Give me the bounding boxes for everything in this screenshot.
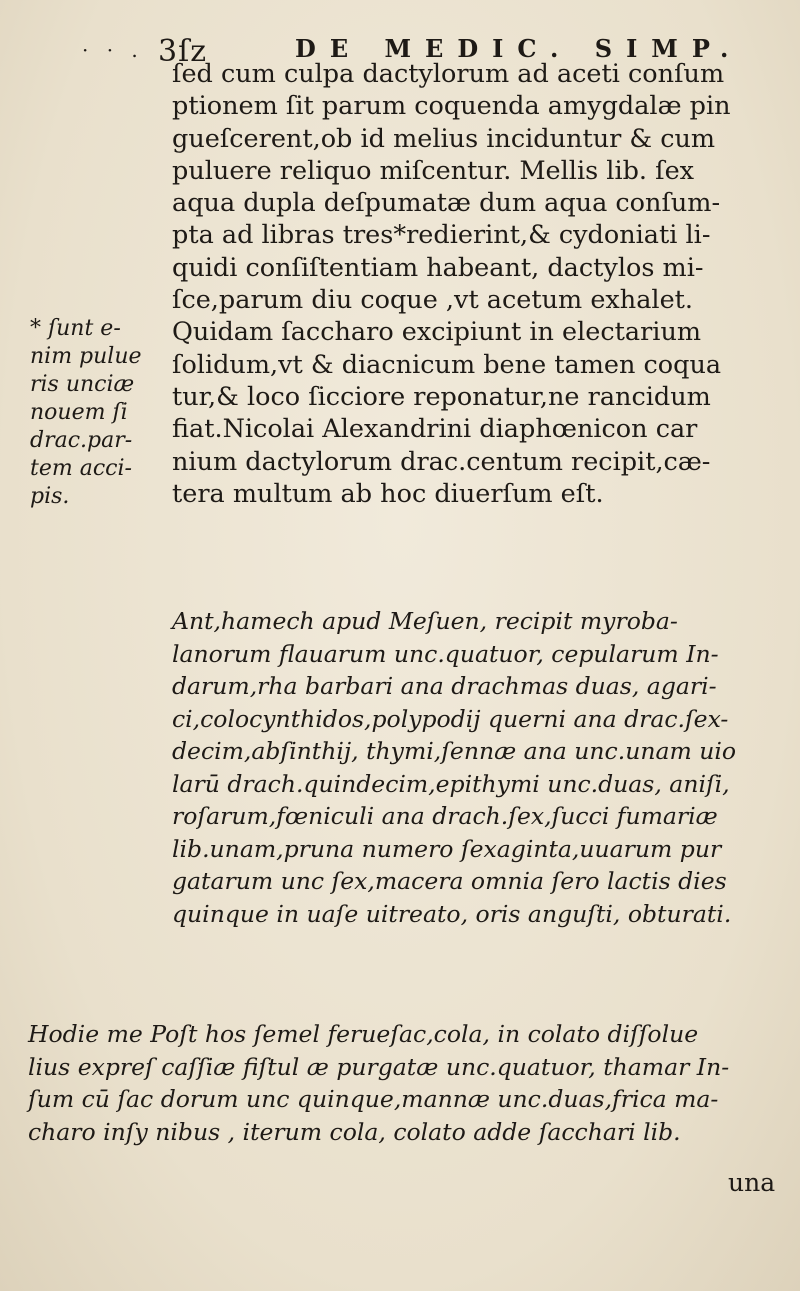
margin-note-line: drac.par- [30,428,133,453]
text-line: ſum cū ſac dorum unc quinque,mannæ unc.duas,frica ma- [28,1085,719,1113]
text-line: fiat.Nicolai Alexandrini diaphœnicon car [172,414,698,445]
text-line: larū drach.quindecim,epithymi unc.duas, aniſi, [172,769,730,798]
margin-note-line: nouem ſi [30,400,128,425]
text-line: ſed cum culpa dactylorum ad aceti conſum [172,59,725,89]
margin-note-line: ris unciæ [30,372,135,397]
body-text-roman [172,58,792,510]
text-line: charo inſy nibus , iterum cola, colato adde ſacchari lib. [28,1117,681,1146]
text-line: darum,rha barbari ana drachmas duas, agari- [172,672,717,700]
text-line: tera multum ab hoc diuerſum eſt. [172,478,604,509]
text-line: quidi conſiſtentiam habeant, dactylos mi- [172,252,704,283]
text-line: pta ad libras tres*redierint,& cydoniati li- [172,220,711,251]
text-line: ptionem ſit parum coquenda amygdalæ pin [172,91,731,122]
text-line: tur,& loco ſicciore reponatur,ne rancidum [172,381,711,412]
text-line: Quidam ſaccharo excipiunt in electarium [172,317,702,348]
text-line: ſolidum,vt & diacnicum bene tamen coqua [172,349,722,380]
text-line: lib.unam,pruna numero ſexaginta,uuarum pur [172,834,722,863]
text-line: puluere reliquo miſcentur. Mellis lib. ſex [172,155,695,186]
page-number: 3ſz [158,34,207,69]
header-dots: · · . [82,38,144,62]
text-line: Hodie me Poſt hos ſemel ferueſac,cola, in colato diſſolue [28,1020,699,1048]
catchword: una [728,1168,776,1197]
margin-note-line: pis. [30,484,70,509]
text-line: lius expreſ caſſiæ fiſtul æ purgatæ unc.quatuor, thamar In- [28,1052,730,1081]
running-title: DE MEDIC. SIMP. [295,34,743,63]
margin-note-line: * ſunt e- [30,316,121,341]
text-line: ſce,parum diu coque ,vt acetum exhalet. [172,285,694,316]
text-line: gueſcerent,ob id melius inciduntur & cum [172,123,716,154]
margin-note [30,315,170,511]
text-line: decim,abſinthij, thymi,ſennæ ana unc.unam uio [172,737,737,765]
text-line: nium dactylorum drac.centum recipit,cæ- [172,446,711,477]
body-text-italic-full-width [28,1018,788,1148]
text-line: Ant,hamech apud Meſuen, recipit myroba- [172,607,678,635]
text-line: aqua dupla deſpumatæ dum aqua conſum- [172,188,721,219]
margin-note-line: tem acci- [30,456,132,481]
text-line: ci,colocynthidos,polypodij querni ana drac.ſex- [172,704,729,733]
text-line: quinque in uaſe uitreato, oris anguſti, obturati. [172,899,732,928]
margin-note-line: nim pulue [30,344,142,369]
text-line: roſarum,fœniculi ana drach.ſex,ſucci fumariæ [172,802,718,830]
text-line: lanorum flauarum unc.quatuor, cepularum In- [172,639,719,668]
body-text-italic [172,605,792,930]
text-line: gatarum unc ſex,macera omnia ſero lactis dies [172,867,727,895]
